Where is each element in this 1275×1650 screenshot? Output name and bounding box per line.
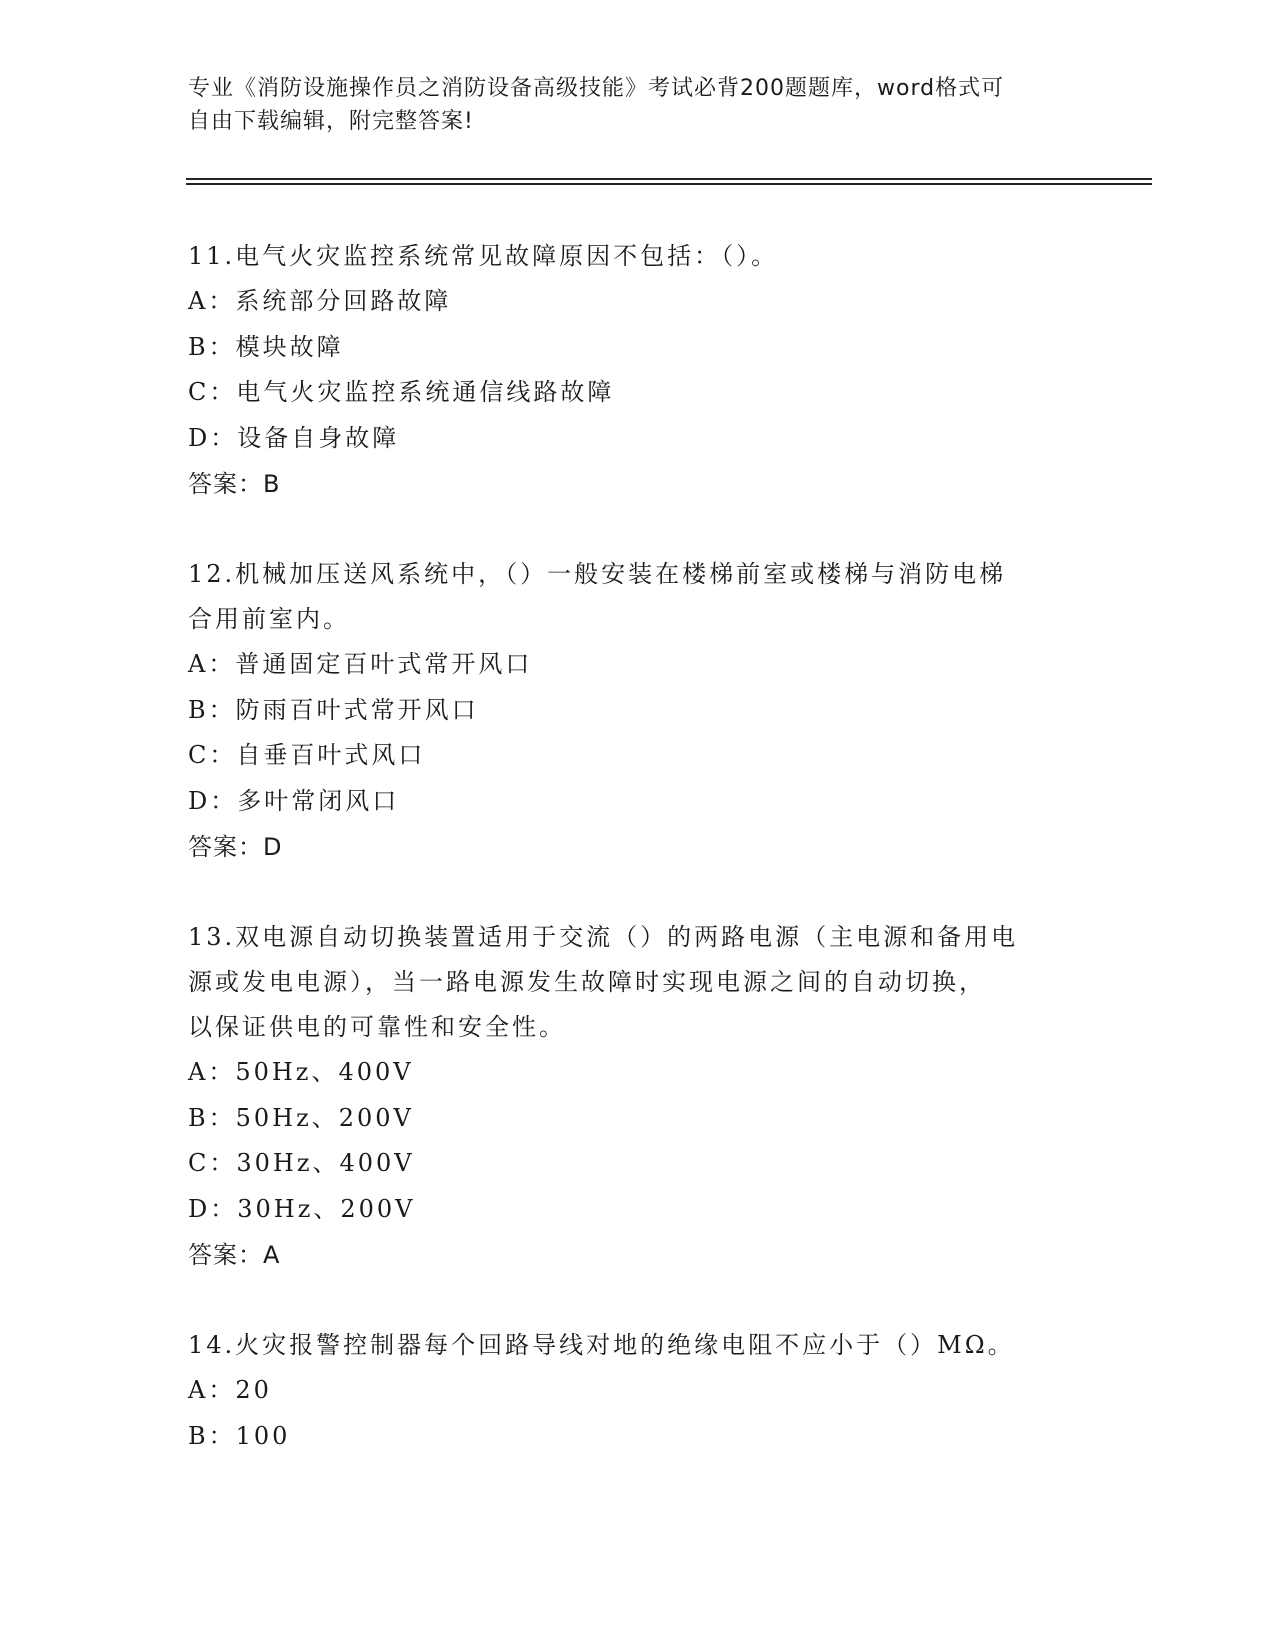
option-a: A：50Hz、400V — [188, 1058, 414, 1086]
stem-line: 合用前室内。 — [188, 605, 350, 633]
stem-line: 14.火灾报警控制器每个回路导线对地的绝缘电阻不应小于（）MΩ。 — [188, 1331, 1015, 1359]
question-stem — [188, 234, 1088, 279]
option-c: C：自垂百叶式风口 — [188, 741, 426, 769]
stem-line: 11.电气火灾监控系统常见故障原因不包括：（）。 — [188, 242, 779, 270]
header-divider-bottom — [186, 183, 1152, 185]
question-12 — [188, 552, 1088, 870]
question-13 — [188, 915, 1088, 1278]
question-11 — [188, 234, 1088, 507]
question-stem — [188, 552, 1088, 642]
option-c: C：30Hz、400V — [188, 1149, 415, 1177]
option-b: B：模块故障 — [188, 332, 344, 361]
header-line-1: 专业《消防设施操作员之消防设备高级技能》考试必背200题题库，word格式可 — [188, 76, 1005, 101]
header-line-2: 自由下载编辑，附完整答案! — [188, 109, 474, 134]
option-b: B：50Hz、200V — [188, 1103, 414, 1132]
option-d: D：30Hz、200V — [188, 1194, 416, 1223]
option-b: B：100 — [188, 1421, 291, 1450]
option-d: D：设备自身故障 — [188, 423, 400, 452]
option-d: D：多叶常闭风口 — [188, 786, 400, 815]
stem-line: 13.双电源自动切换装置适用于交流（）的两路电源（主电源和备用电 — [188, 923, 1019, 951]
stem-line: 源或发电电源），当一路电源发生故障时实现电源之间的自动切换， — [188, 968, 986, 996]
answer-line: 答案：B — [188, 470, 281, 498]
option-a: A：系统部分回路故障 — [188, 287, 452, 315]
document-header — [188, 72, 1068, 138]
option-a: A：20 — [188, 1376, 272, 1404]
question-stem — [188, 1323, 1088, 1368]
answer-line: 答案：D — [188, 833, 283, 861]
answer-line: 答案：A — [188, 1241, 281, 1269]
question-14 — [188, 1323, 1088, 1459]
stem-line: 以保证供电的可靠性和安全性。 — [188, 1013, 566, 1041]
option-c: C：电气火灾监控系统通信线路故障 — [188, 378, 615, 406]
question-list — [188, 234, 1088, 1504]
question-stem — [188, 915, 1088, 1050]
option-b: B：防雨百叶式常开风口 — [188, 695, 479, 724]
option-a: A：普通固定百叶式常开风口 — [188, 650, 533, 678]
header-divider-top — [186, 178, 1152, 180]
stem-line: 12.机械加压送风系统中，（）一般安装在楼梯前室或楼梯与消防电梯 — [188, 560, 1007, 588]
